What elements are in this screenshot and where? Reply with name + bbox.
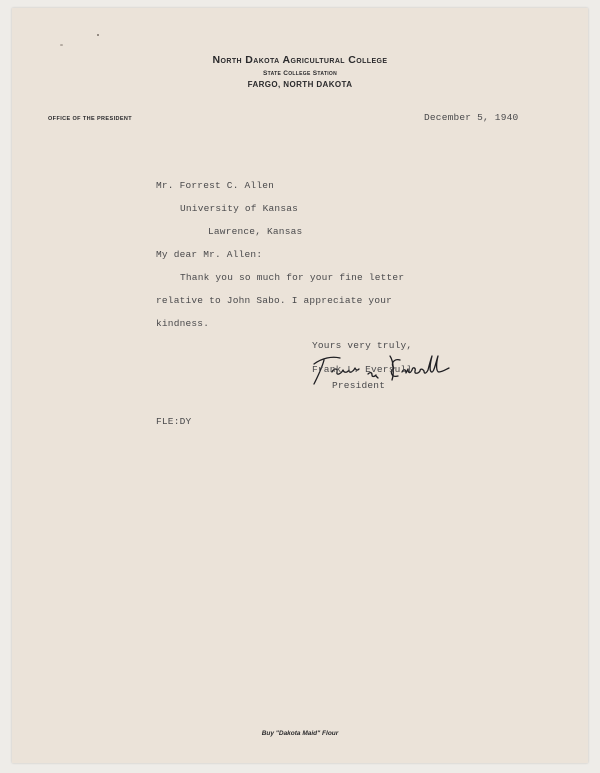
closing: Yours very truly,	[312, 340, 413, 351]
body-line: Thank you so much for your fine letter	[180, 272, 405, 283]
paper-speck	[97, 34, 99, 36]
letter-date: December 5, 1940	[424, 112, 519, 123]
letterhead-city: FARGO, NORTH DAKOTA	[247, 80, 353, 89]
body-line: kindness.	[156, 318, 210, 329]
signer-name: Frank L. Eversull	[312, 364, 413, 375]
paper-speck	[60, 44, 63, 46]
letterhead-station: State College Station	[262, 70, 337, 77]
recipient-location: Lawrence, Kansas	[208, 226, 303, 237]
footer-slogan: Buy "Dakota Maid" Flour	[261, 730, 339, 737]
office-label: OFFICE OF THE PRESIDENT	[48, 116, 133, 122]
salutation: My dear Mr. Allen:	[156, 249, 263, 260]
letterhead-college-name: North Dakota Agricultural College	[212, 54, 388, 66]
recipient-institution: University of Kansas	[180, 203, 299, 214]
recipient-name: Mr. Forrest C. Allen	[156, 180, 275, 191]
signer-title: President	[332, 380, 386, 391]
body-line: relative to John Sabo. I appreciate your	[156, 295, 393, 306]
reference-initials: FLE:DY	[156, 416, 192, 427]
